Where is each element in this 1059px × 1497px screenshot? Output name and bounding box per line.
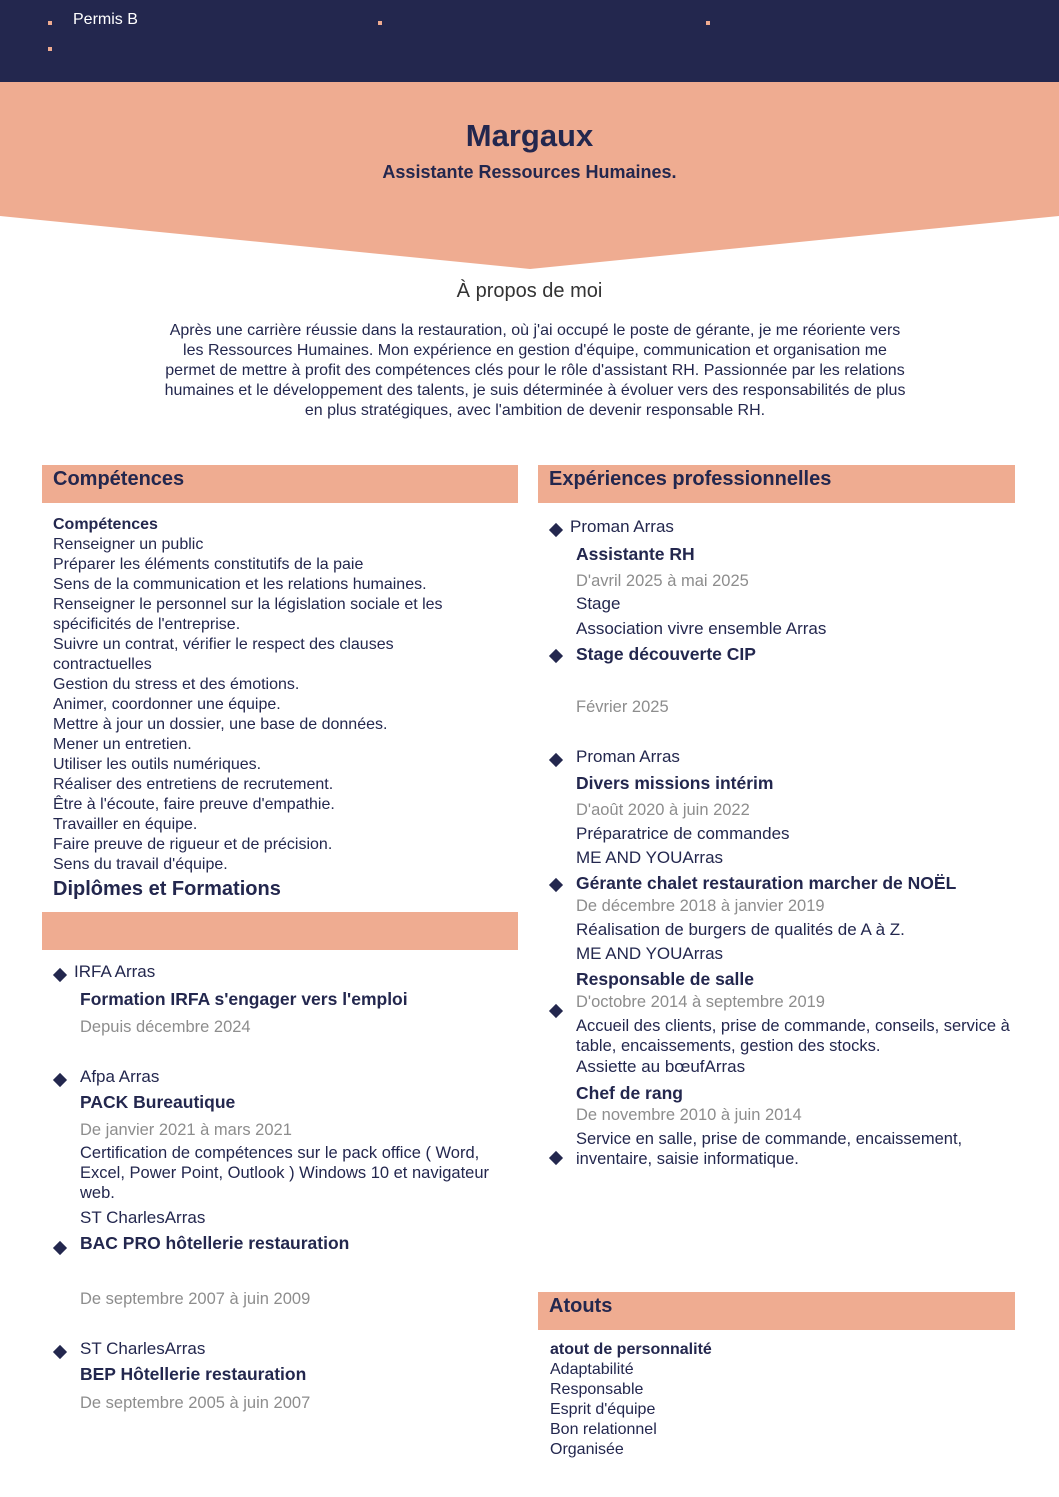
atout-item: Adaptabilité (550, 1361, 634, 1378)
experience-title: Responsable de salle (576, 969, 754, 989)
education-org: IRFA Arras (74, 962, 156, 981)
permis-text: Permis B (73, 11, 138, 28)
experience-date: De décembre 2018 à janvier 2019 (576, 897, 825, 915)
experience-date: D'octobre 2014 à septembre 2019 (576, 993, 825, 1011)
education-org: Afpa Arras (80, 1067, 160, 1086)
education-date: Depuis décembre 2024 (80, 1018, 251, 1036)
experience-org: Assiette au bœufArras (576, 1057, 746, 1076)
skill-item: Mettre à jour un dossier, une base de données. (53, 716, 388, 733)
skill-item: Être à l'écoute, faire preuve d'empathie. (53, 796, 335, 813)
diamond-icon (53, 1073, 67, 1087)
education-date: De septembre 2007 à juin 2009 (80, 1290, 311, 1308)
experience-date: D'août 2020 à juin 2022 (576, 801, 750, 819)
experience-date: De novembre 2010 à juin 2014 (576, 1106, 802, 1124)
job-title: Assistante Ressources Humaines. (382, 162, 677, 182)
skill-item: Mener un entretien. (53, 736, 192, 753)
skill-item: Utiliser les outils numériques. (53, 756, 262, 773)
atouts-heading (538, 1292, 1015, 1330)
experience-desc: Stage (576, 594, 621, 613)
experience-date: D'avril 2025 à mai 2025 (576, 572, 749, 590)
diamond-icon (549, 1004, 563, 1018)
diamond-icon (53, 968, 67, 982)
skill-item: Renseigner le personnel sur la législation sociale et les spécificités de l'entreprise. (53, 596, 443, 633)
skills-heading-label: Compétences (53, 468, 185, 490)
experience-date: Février 2025 (576, 698, 669, 716)
about-title: À propos de moi (456, 280, 603, 302)
skill-item: Faire preuve de rigueur et de précision. (53, 836, 333, 853)
experience-heading (538, 465, 1015, 503)
atouts-heading-label: Atouts (549, 1295, 613, 1317)
diamond-icon (549, 523, 563, 537)
experience-desc: Réalisation de burgers de qualités de A à Z. (576, 920, 905, 939)
diamond-icon (549, 753, 563, 767)
experience-title: Chef de rang (576, 1083, 683, 1103)
skill-item: Animer, coordonner une équipe. (53, 696, 281, 713)
bullet-icon (48, 47, 52, 51)
bullet-icon (378, 21, 382, 25)
experience-title: Gérante chalet restauration marcher de NOËL (576, 873, 957, 893)
skill-item: Sens du travail d'équipe. (53, 856, 228, 873)
education-title-item: Formation IRFA s'engager vers l'emploi (80, 989, 408, 1009)
education-title-item: PACK Bureautique (80, 1092, 236, 1112)
education-heading-bar (42, 912, 518, 950)
skill-item: Réaliser des entretiens de recrutement. (53, 776, 334, 793)
atout-item: Bon relationnel (550, 1421, 657, 1438)
person-name: Margaux (465, 118, 594, 153)
skill-item: Renseigner un public (53, 536, 204, 553)
diamond-icon (53, 1345, 67, 1359)
education-title-item: BEP Hôtellerie restauration (80, 1364, 307, 1384)
bullet-icon (706, 21, 710, 25)
experience-org: Proman Arras (570, 517, 674, 536)
experience-org: Proman Arras (576, 747, 680, 766)
experience-desc: Accueil des clients, prise de commande, conseils, service à table, encaissements, gestion des stocks. (576, 1017, 1010, 1055)
education-org: ST CharlesArras (80, 1208, 206, 1227)
skills-list (53, 515, 478, 875)
experience-title: Assistante RH (576, 544, 695, 564)
experience-desc: Service en salle, prise de commande, encaissement, inventaire, saisie informatique. (576, 1130, 963, 1168)
experience-org: Association vivre ensemble Arras (576, 619, 827, 638)
education-desc: Certification de compétences sur le pack office ( Word, Excel, Power Point, Outlook ) Windows 10 et navigateur web. (80, 1144, 490, 1202)
experience-org: ME AND YOUArras (576, 848, 724, 867)
skill-item: Suivre un contrat, vérifier le respect des clauses contractuelles (53, 636, 394, 673)
skills-heading (42, 465, 518, 503)
education-title: Diplômes et Formations (53, 878, 281, 900)
experience-title: Divers missions intérim (576, 773, 774, 793)
skill-item: Travailler en équipe. (53, 816, 198, 833)
skill-item: Sens de la communication et les relations humaines. (53, 576, 427, 593)
bullet-icon (48, 21, 52, 25)
experience-desc: Préparatrice de commandes (576, 824, 790, 843)
education-date: De janvier 2021 à mars 2021 (80, 1121, 292, 1139)
diamond-icon (549, 649, 563, 663)
education-org: ST CharlesArras (80, 1339, 206, 1358)
atouts-list (550, 1340, 990, 1460)
atout-item: Organisée (550, 1441, 624, 1458)
atout-item: Esprit d'équipe (550, 1401, 656, 1418)
atout-item: Responsable (550, 1381, 644, 1398)
education-title-item: BAC PRO hôtellerie restauration (80, 1233, 350, 1253)
atouts-label: atout de personnalité (550, 1341, 712, 1358)
diamond-icon (549, 878, 563, 892)
about-text: Après une carrière réussie dans la restauration, où j'ai occupé le poste de gérante, je me réoriente vers les Ressources Humaines. Mon expérience en gestion d'équipe, communication et organisation me permet de mettre à profit des compétences clés pour le rôle d'assistant RH. Passionnée par les relations humaines et le développement des talents, je suis déterminée à évoluer vers des responsabilités de plus en plus stratégiques, avec l'ambition de devenir responsable RH. (164, 322, 906, 419)
diamond-icon (549, 1151, 563, 1165)
experience-org: ME AND YOUArras (576, 944, 724, 963)
education-date: De septembre 2005 à juin 2007 (80, 1394, 311, 1412)
skill-item: Gestion du stress et des émotions. (53, 676, 300, 693)
skills-label: Compétences (53, 516, 158, 533)
skill-item: Préparer les éléments constitutifs de la paie (53, 556, 364, 573)
experience-heading-label: Expériences professionnelles (549, 468, 832, 490)
diamond-icon (53, 1241, 67, 1255)
top-bar (0, 0, 1059, 82)
experience-title: Stage découverte CIP (576, 644, 756, 664)
